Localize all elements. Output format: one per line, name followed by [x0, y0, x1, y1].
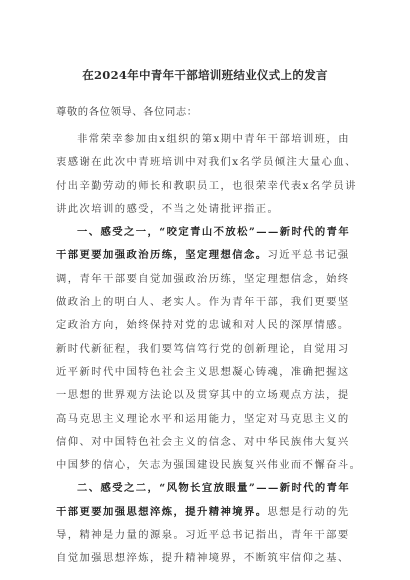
text-line: 做政治上的明白人、老实人。作为青年干部，我们更要坚 — [56, 296, 350, 309]
text-line: 自觉加强思想淬炼，提升精神境界，不断筑牢信仰之基、 — [56, 552, 350, 565]
paragraph-section-one — [56, 221, 354, 337]
text-line: 衷感谢在此次中青班培训中对我们x名学员倾注大量心血、 — [56, 156, 357, 169]
text-run: 习近平总书记强 — [267, 249, 350, 262]
section-heading-one-cont: 干部更要加强政治历练，坚定理想信念。 — [56, 249, 268, 262]
text-line: 导，精神是力量的源泉。习近平总书记指出，青年干部要 — [56, 529, 350, 542]
text-run: 思想是行动的先 — [267, 505, 350, 518]
section-heading-one: 一、感受之一，“咬定青山不放松”——新时代的青年 — [77, 226, 351, 239]
text-line: 高马克思主义理论水平和运用能力，坚定对马克思主义的 — [56, 412, 350, 425]
section-heading-two-cont: 干部更要加强思想淬炼，提升精神境界。 — [56, 505, 268, 518]
paragraph-new-era — [56, 338, 362, 478]
text-line: 调，青年干部要自觉加强政治历练，坚定理想信念，始终 — [56, 272, 350, 285]
salutation: 尊敬的各位领导、各位同志： — [56, 106, 198, 118]
text-line — [56, 221, 354, 244]
text-line: 定政治方向，始终保持对党的忠诚和对人民的深厚情感。 — [56, 319, 350, 332]
text-line: 信仰、对中国特色社会主义的信念、对中华民族伟大复兴 — [56, 435, 350, 448]
text-line: 讲此次培训的感受，不当之处请批评指正。 — [56, 202, 280, 215]
paragraph-section-two — [56, 477, 354, 570]
text-line — [56, 477, 354, 500]
text-line: 近平新时代中国特色社会主义思想凝心铸魂，准确把握这 — [56, 365, 350, 378]
text-line: 新时代新征程，我们要笃信笃行党的创新理论，自觉用习 — [56, 342, 350, 355]
paragraph-intro — [56, 128, 357, 221]
section-heading-two: 二、感受之二，“风物长宜放眼量”——新时代的青年 — [77, 482, 351, 495]
text-line — [56, 244, 354, 267]
text-line: 中国梦的信心，矢志为强国建设民族复兴伟业而不懈奋斗。 — [56, 459, 362, 472]
text-line: 一思想的世界观方法论以及贯穿其中的立场观点方法，提 — [56, 389, 350, 402]
text-line: 付出辛勤劳动的师长和教职员工，也很荣幸代表x名学员讲 — [56, 179, 357, 192]
document-title: 在2024年中青年干部培训班结业仪式上的发言 — [82, 68, 328, 82]
text-line — [56, 501, 354, 524]
text-line: 非常荣幸参加由x组织的第x期中青年干部培训班，由 — [77, 133, 350, 145]
